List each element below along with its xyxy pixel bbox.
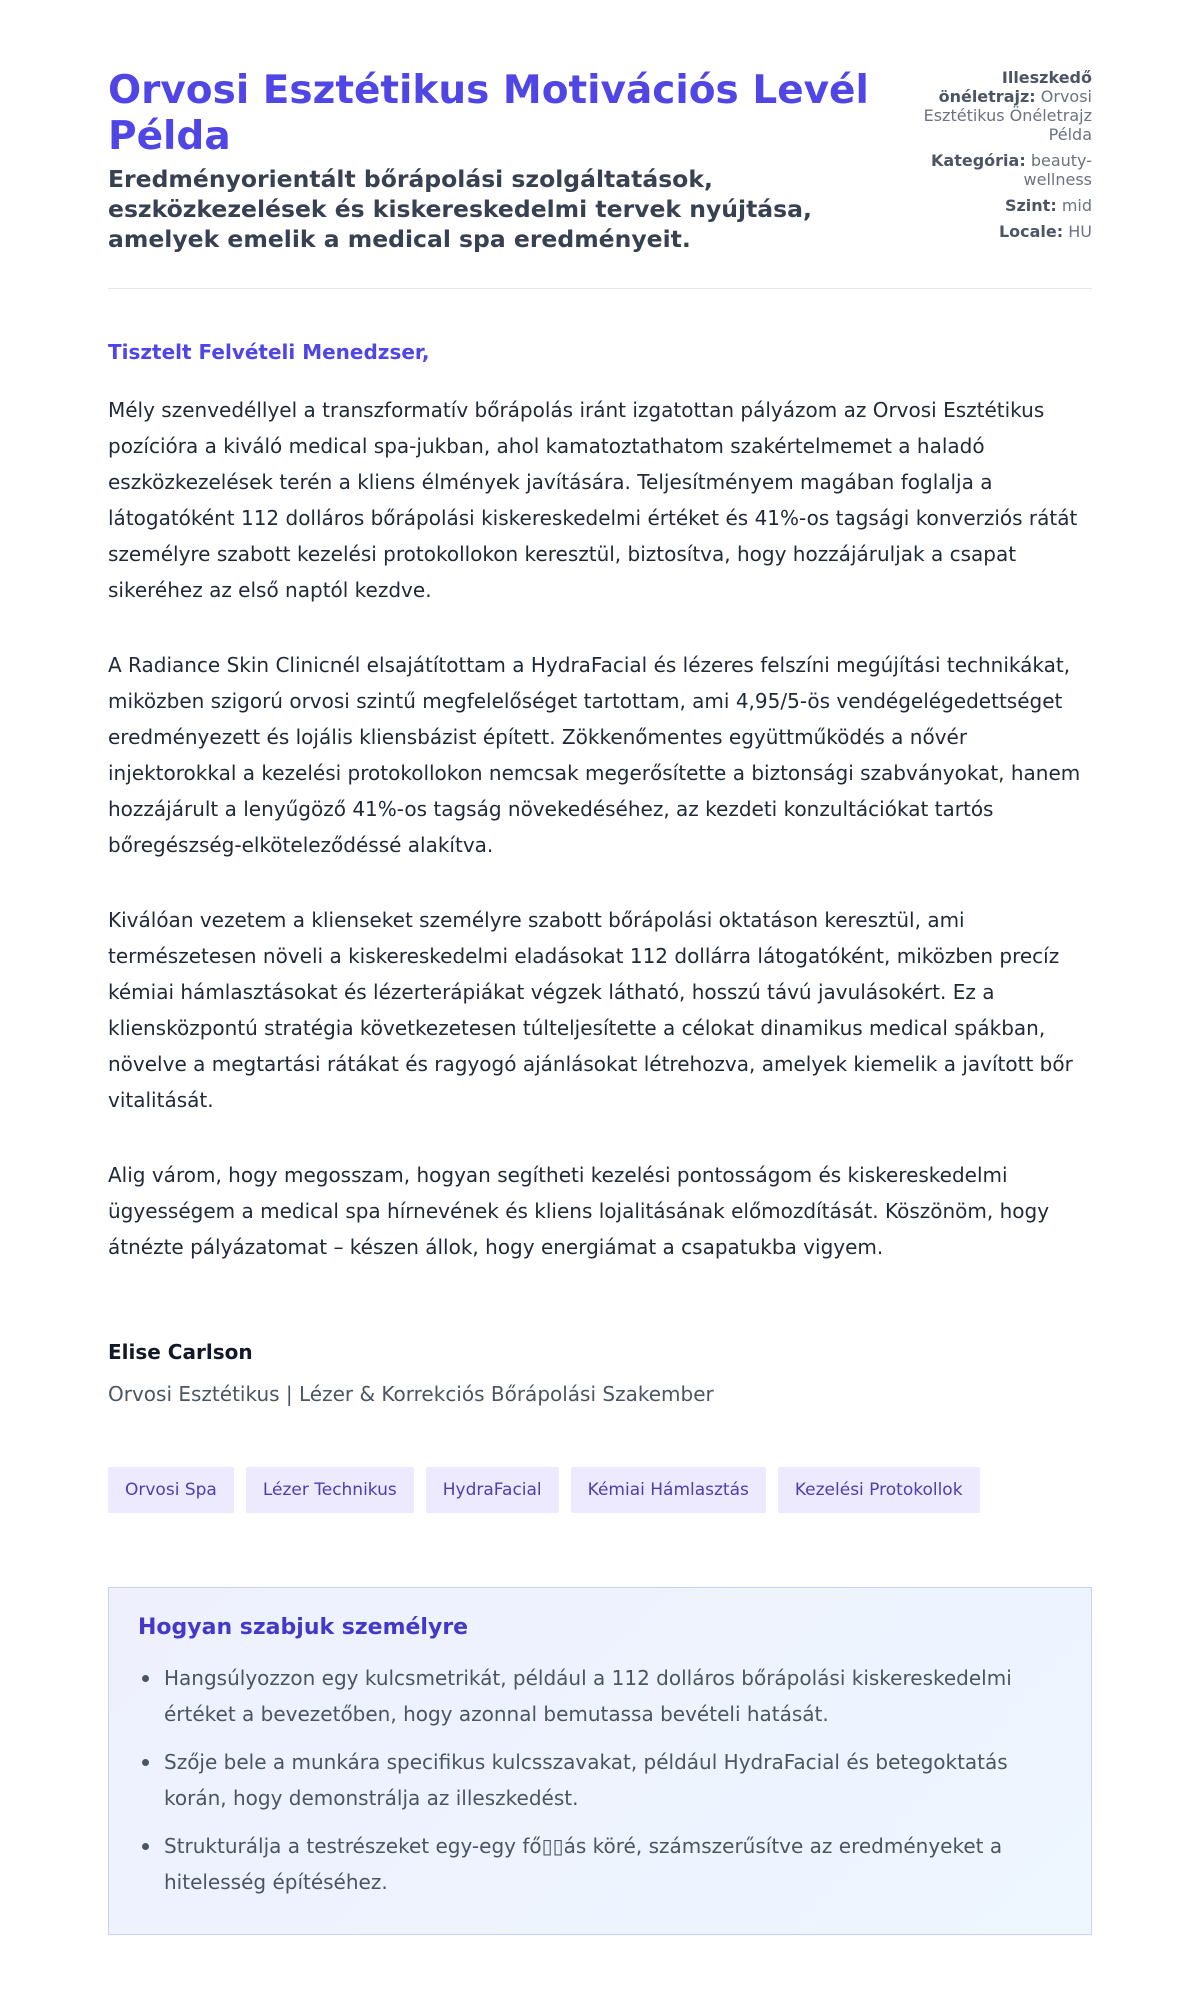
keyword-tag: Orvosi Spa [108,1467,234,1513]
signature-block [108,1339,1092,1407]
meta-level [902,196,1092,215]
signature-name: Elise Carlson [108,1340,253,1364]
keyword-tag: Lézer Technikus [246,1467,414,1513]
meta-matching-resume [902,68,1092,144]
page-header [108,68,1092,289]
letter-paragraph: Mély szenvedéllyel a transzformatív bőrápolás iránt izgatottan pályázom az Orvosi Esztétikus pozícióra a kiváló medical spa-jukban, ahol kamatoztathatom szakértelmemet a haladó eszközkezelések terén a kliens élmények javítására. Teljesítményem magában foglalja a látogatóként 112 dolláros bőrápolási kiskereskedelmi értéket és 41%-os tagsági konverziós rátát személyre szabott kezelési protokollokon keresztül, biztosítva, hogy hozzájáruljak a csapat sikeréhez az első naptól kezdve. [108,398,1078,602]
meta-key: Illeszkedő önéletrajz: [938,68,1092,106]
tips-title: Hogyan szabjuk személyre [138,1615,469,1640]
keyword-tag: HydraFacial [426,1467,559,1513]
tips-list [138,1660,1062,1900]
page-subtitle: Eredményorientált bőrápolási szolgáltatások, eszközkezelések és kiskereskedelmi tervek nyújtása, amelyek emelik a medical spa eredményeit. [108,165,812,253]
letter-body [108,339,1092,1265]
keyword-tag: Kezelési Protokollok [778,1467,980,1513]
keyword-tag: Kémiai Hámlasztás [571,1467,766,1513]
meta-info [902,68,1092,248]
meta-category [902,151,1092,189]
meta-key: Szint: [1004,196,1057,215]
meta-value: HU [1068,222,1092,241]
letter-paragraph: A Radiance Skin Clinicnél elsajátítottam a HydraFacial és lézeres felszíni megújítási technikákat, miközben szigorú orvosi szintű megfelelőséget tartottam, ami 4,95/5-ös vendégelégedettséget eredményezett és lojális kliensbázist épített. Zökkenőmentes együttműködés a nővér injektorokkal a kezelési protokollokon nemcsak megerősítette a biztonsági szabványokat, hanem hozzájárult a lenyűgöző 41%-os tagság növekedéséhez, az kezdeti konzultációkat tartós bőregészség-elköteleződéssé alakítva. [108,653,1081,857]
tip-item: Hangsúlyozzon egy kulcsmetrikát, például a 112 dolláros bőrápolási kiskereskedelmi értéket a bevezetőben, hogy azonnal bemutassa bevételi hatását. [138,1660,1062,1732]
meta-value: beauty-wellness [1023,151,1092,189]
header-titles [108,68,878,254]
meta-key: Locale: [998,222,1064,241]
meta-locale [902,222,1092,241]
signature-role: Orvosi Esztétikus | Lézer & Korrekciós Bőrápolási Szakember [108,1382,714,1406]
meta-key: Kategória: [931,151,1026,170]
letter-paragraph: Kiválóan vezetem a klienseket személyre szabott bőrápolási oktatáson keresztül, ami természetesen növeli a kiskereskedelmi eladásokat 112 dollárra látogatóként, miközben precíz kémiai hámlasztásokat és lézerterápiákat végzek látható, hosszú távú javulásokért. Ez a kliensközpontú stratégia következetesen túlteljesítette a célokat dinamikus medical spákban, növelve a megtartási rátákat és ragyogó ajánlásokat létrehozva, amelyek kiemelik a javított bőr vitalitását. [108,908,1073,1112]
keyword-tags [108,1467,1092,1513]
customization-tips-box [108,1587,1092,1935]
page-title: Orvosi Esztétikus Motivációs Levél Példa [108,68,869,159]
meta-value: Orvosi Esztétikus Önéletrajz Példa [923,87,1092,144]
salutation: Tisztelt Felvételi Menedzser, [108,340,430,364]
tip-item: Szője bele a munkára specifikus kulcsszavakat, például HydraFacial és betegoktatás korán, hogy demonstrálja az illeszkedést. [138,1744,1062,1816]
meta-value: mid [1061,196,1092,215]
letter-paragraph: Alig várom, hogy megosszam, hogyan segítheti kezelési pontosságom és kiskereskedelmi ügyességem a medical spa hírnevének és kliens lojalitásának előmozdítását. Köszönöm, hogy átnézte pályázatomat – készen állok, hogy energiámat a csapatukba vigyem. [108,1163,1050,1259]
tip-item: Strukturálja a testrészeket egy-egy fő▯▯ás köré, számszerűsítve az eredményeket a hitelesség építéséhez. [138,1828,1062,1900]
